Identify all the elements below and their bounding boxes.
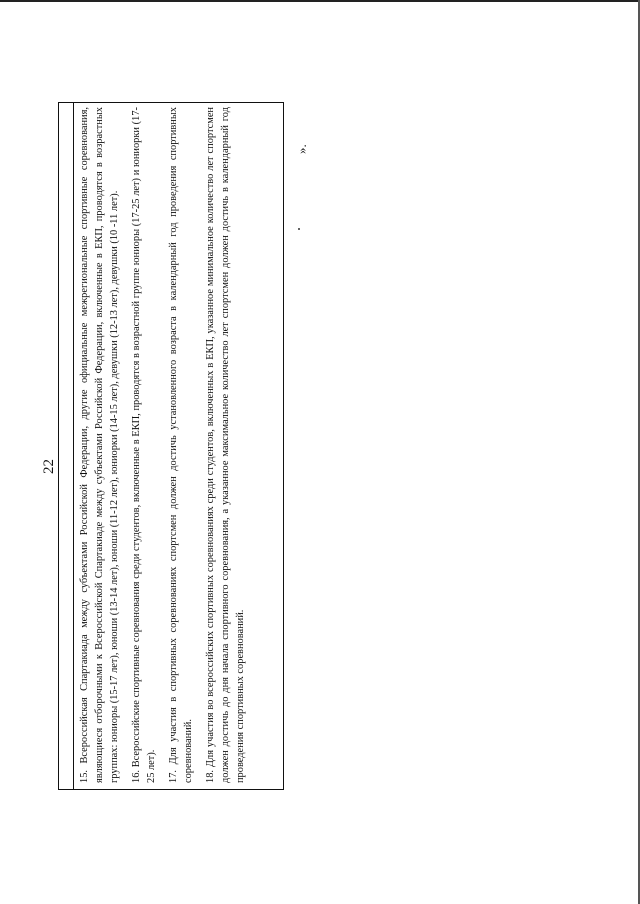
- paragraph-16: 16. Всероссийские спортивные соревнования среди студентов, включенные в ЕКП, проводятся в возрастной группе юниоры (17-25 лет) и юниорки (17-25 лет).: [131, 107, 157, 783]
- page-number: 22: [41, 459, 57, 474]
- scan-edge-top: [0, 0, 640, 2]
- paragraph-15: 15. Всероссийская Спартакиада между субъектами Российской Федерации, другие официальные межрегиональные спортивные соревнования, являющиеся отборочными к Всероссийской Спартакиаде между субъектами Российской Федерации, включенные в ЕКП, проводятся в возрастных группах: юниоры (15-17 лет), юноши (13-14 лет), юноши (11-12 лет), юниорки (14-15 лет), девушки (12-13 лет), девушки (10 -11 лет).: [79, 107, 120, 783]
- rotated-page-content: [58, 102, 309, 790]
- closing-quote-mark: ».: [294, 144, 309, 154]
- regulation-table: [58, 102, 284, 790]
- paragraph-18: 18. Для участия во всероссийских спортивных соревнованиях среди студентов, включенных в ЕКП, указанное минимальное количество лет спортсмен должен достичь до дня начала спортивного соревнования, а указанное максимальное количество лет спортсмен должен достичь в календарный год проведения спортивных соревнований.: [205, 107, 246, 783]
- paragraph-17: 17. Для участия в спортивных соревнованиях спортсмен должен достичь установленного возраста в календарный год проведения спортивных соревнований.: [168, 107, 194, 783]
- scan-speck: [298, 228, 300, 230]
- table-column-separator: [73, 103, 74, 789]
- table-text-cell: [77, 107, 283, 783]
